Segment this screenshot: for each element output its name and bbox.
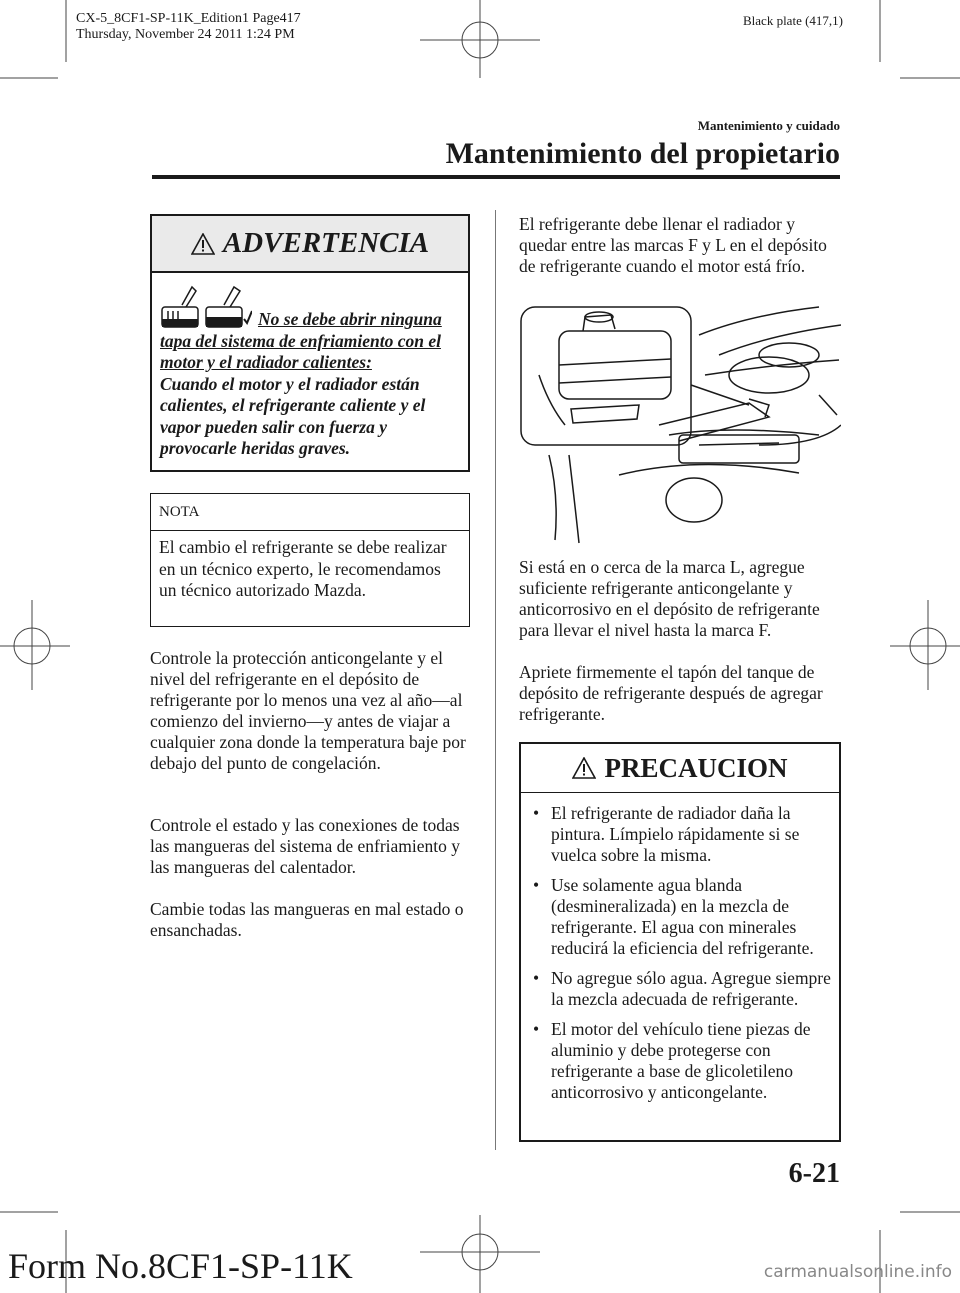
form-number: Form No.8CF1-SP-11K xyxy=(8,1246,353,1286)
note-box xyxy=(150,493,470,627)
warning-body xyxy=(152,273,468,460)
warning-triangle-icon xyxy=(191,233,215,255)
caution-item: • El refrigerante de radiador daña la pintura. Límpielo rápidamente si se vuelca sobre la misma. xyxy=(531,803,833,866)
warning-title: ADVERTENCIA xyxy=(222,227,430,259)
warning-header xyxy=(152,216,468,273)
note-title: NOTA xyxy=(151,494,469,531)
caution-title: PRECAUCION xyxy=(604,752,788,783)
page-number: 6-21 xyxy=(788,1158,840,1189)
section-subtitle: Mantenimiento y cuidado xyxy=(697,118,840,133)
paragraph-antifreeze: Controle la protección anticongelante y el nivel del refrigerante en el depósito de refrigerante por lo menos una vez al año―al comienzo del invierno―y antes de viajar a cualquier zona donde la temperatura baje por debajo del punto de congelación. xyxy=(150,648,466,773)
paragraph-coolant-level: El refrigerante debe llenar el radiador y quedar entre las marcas F y L en el depósito de refrigerante cuando el motor está frío. xyxy=(519,214,827,276)
warning-triangle-icon xyxy=(572,757,596,779)
section-title: Mantenimiento del propietario xyxy=(445,137,840,170)
paragraph-tighten-cap: Apriete firmemente el tapón del tanque de depósito de refrigerante después de agregar refrigerante. xyxy=(519,662,823,724)
radiator-cap-hot-icon xyxy=(160,279,252,329)
print-info-file: CX-5_8CF1-SP-11K_Edition1 Page417 xyxy=(76,11,301,26)
caution-box xyxy=(519,742,841,1142)
column-divider xyxy=(495,210,496,1150)
plate-label: Black plate (417,1) xyxy=(743,13,843,28)
warning-box xyxy=(150,214,470,472)
caution-list xyxy=(521,793,839,1103)
caution-header xyxy=(521,744,839,793)
print-info-date: Thursday, November 24 2011 1:24 PM xyxy=(76,27,295,42)
warning-text: Cuando el motor y el radiador están calientes, el refrigerante caliente y el vapor pueden salir con fuerza y provocarle heridas graves. xyxy=(160,373,426,458)
paragraph-hoses: Controle el estado y las conexiones de todas las mangueras del sistema de enfriamiento y las mangueras del calentador. xyxy=(150,815,461,877)
warning-lead-text: No se debe abrir ninguna tapa del sistema de enfriamiento con el motor y el radiador calientes: xyxy=(160,309,442,372)
caution-item: • Use solamente agua blanda (desmineralizada) en la mezcla de refrigerante. El agua con minerales reducirá la eficiencia del refrigerante. xyxy=(531,875,833,959)
paragraph-replace-hoses: Cambie todas las mangueras en mal estado o ensanchadas. xyxy=(150,899,464,940)
header-rule xyxy=(152,175,840,179)
coolant-reservoir-illustration xyxy=(519,305,841,545)
paragraph-add-coolant: Si está en o cerca de la marca L, agregue suficiente refrigerante anticongelante y anticorrosivo en el depósito de refrigerante para llevar el nivel hasta la marca F. xyxy=(519,557,820,640)
caution-item: • El motor del vehículo tiene piezas de aluminio y debe protegerse con refrigerante a base de glicoletileno anticorrosivo y anticongelante. xyxy=(531,1019,833,1103)
note-text: El cambio el refrigerante se debe realizar en un técnico experto, le recomendamos un técnico autorizado Mazda. xyxy=(159,537,447,600)
watermark: carmanualsonline.info xyxy=(763,1262,952,1282)
caution-item: • No agregue sólo agua. Agregue siempre la mezcla adecuada de refrigerante. xyxy=(531,968,833,1010)
